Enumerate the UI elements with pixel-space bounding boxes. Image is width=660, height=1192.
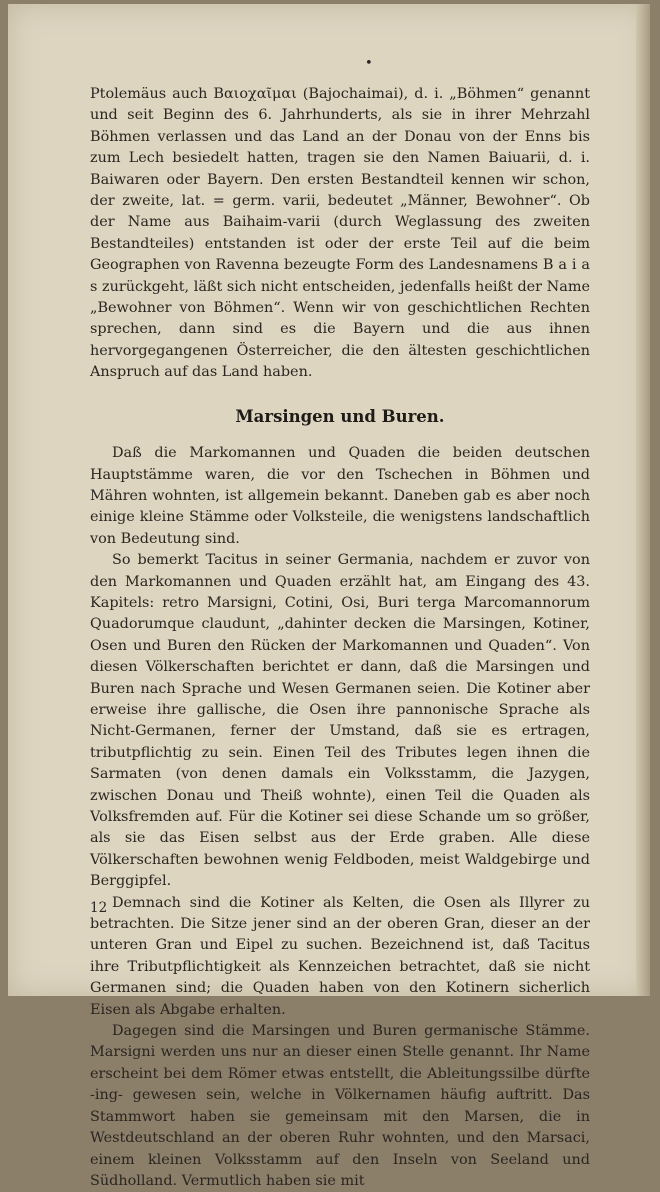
- section-heading: Marsingen und Buren.: [235, 406, 445, 426]
- page-spine-shadow: [636, 4, 650, 996]
- book-page: [8, 4, 650, 1189]
- paragraph-4: Dagegen sind die Marsingen und Buren germanische Stämme. Marsigni werden uns nur an dieser einen Stelle genannt. Ihr Name erscheint bei dem Römer etwas entstellt, die Ableitungssilbe dürfte -ing- gewesen sein, welche in Völkernamen häufig auftritt. Das Stammwort haben sie gemeinsam mit den Marsen, die in Westdeutschland an der oberen Ruhr wohnten, und den Marsaci, einem kleinen Volksstamm auf den Inseln von Seeland und Südholland. Vermutlich haben sie mit: [90, 1023, 590, 1189]
- page-body: [90, 84, 590, 1192]
- paragraph-2: So bemerkt Tacitus in seiner Germania, nachdem er zuvor von den Markomannen und Quaden erzählt hat, am Eingang des 43. Kapitels: retro Marsigni, Cotini, Osi, Buri terga Marcomannorum Quadorumque claudunt, „dahinter decken die Marsingen, Kotiner, Osen und Buren den Rücken der Markomannen und Quaden“. Von diesen Völkerschaften berichtet er dann, daß die Marsingen und Buren nach Sprache und Wesen Germanen seien. Die Kotiner aber erweise ihre gallische, die Osen ihre pannonische Sprache als Nicht-Germanen, ferner der Umstand, daß sie es ertragen, tributpflichtig zu sein. Einen Teil des Tributes legen ihnen die Sarmaten (von denen damals ein Volksstamm, die Jazygen, zwischen Donau und Theiß wohnte), einen Teil die Quaden als Volksfremden auf. Für die Kotiner sei diese Schande um so größer, als sie das Eisen selbst aus der Erde graben. Alle diese Völkerschaften bewohnen wenig Feldboden, meist Waldgebirge und Berggipfel.: [90, 552, 590, 890]
- paragraph-1: Daß die Markomannen und Quaden die beiden deutschen Hauptstämme waren, die vor den Tschechen in Böhmen und Mähren wohnten, ist allgemein bekannt. Daneben gab es aber noch einige kleine Stämme oder Volksteile, die wenigstens landschaftlich von Bedeutung sind.: [90, 445, 590, 547]
- paragraph-3: Demnach sind die Kotiner als Kelten, die Osen als Illyrer zu betrachten. Die Sitze jener sind an der oberen Gran, dieser an der unteren Gran und Eipel zu suchen. Bezeichnend ist, daß Tacitus ihre Tributpflichtigkeit als Kennzeichen betrachtet, daß sie nicht Germanen sind; die Quaden haben von den Kotinern sicherlich Eisen als Abgabe erhalten.: [90, 894, 590, 1018]
- page-number: 12: [90, 900, 108, 916]
- intro-paragraph: Ptolemäus auch Βαιοχαῖμαι (Bajochaimai), d. i. „Böhmen“ genannt und seit Beginn des 6. Jahrhunderts, als sie in ihrer Mehrzahl Böhmen verlassen und das Land an der Donau von der Enns bis zum Lech besiedelt hatten, tragen sie den Namen Baiuarii, d. i. Baiwaren oder Bayern. Den ersten Bestandteil kennen wir schon, der zweite, lat. = germ. varii, bedeutet „Männer, Bewohner“. Ob der Name aus Baihaim-varii (durch Weglassung des zweiten Bestandteiles) entstanden ist oder der erste Teil auf die beim Geographen von Ravenna bezeugte Form des Landesnamens B a i a s zurückgeht, läßt sich nicht entscheiden, jedenfalls heißt der Name „Bewohner von Böhmen“. Wenn wir von geschichtlichen Rechten sprechen, dann sind es die Bayern und die aus ihnen hervorgegangenen Österreicher, die den ältesten geschichtlichen Anspruch auf das Land haben.: [90, 86, 590, 381]
- top-printer-mark: •: [365, 56, 373, 71]
